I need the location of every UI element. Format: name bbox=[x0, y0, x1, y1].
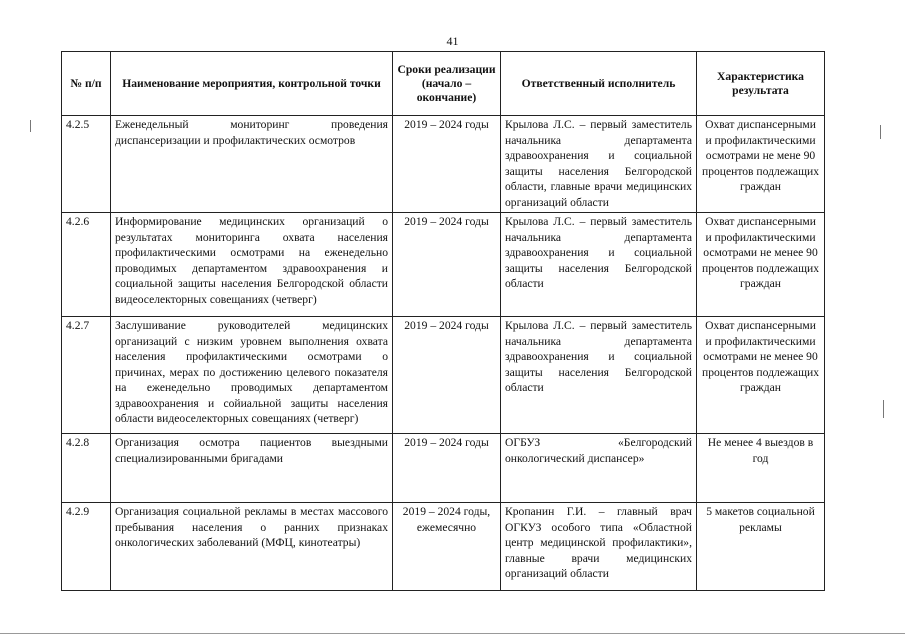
scan-mark bbox=[883, 400, 884, 418]
cell-num: 4.2.6 bbox=[62, 213, 111, 317]
scan-mark bbox=[30, 120, 31, 132]
cell-result: 5 макетов социальной рекламы bbox=[697, 503, 825, 591]
cell-result: Не менее 4 выездов в год bbox=[697, 434, 825, 503]
header-executor: Ответственный исполнитель bbox=[501, 52, 697, 116]
table-row bbox=[62, 116, 825, 213]
table-row bbox=[62, 434, 825, 503]
cell-result: Охват диспансерными и профилактическими осмотрами не мене 90 процентов подлежащих граждан bbox=[697, 116, 825, 213]
cell-executor: Кропанин Г.И. – главный врач ОГКУЗ особого типа «Областной центр медицинской профилактики», главные врачи медицинских организаций области bbox=[501, 503, 697, 591]
cell-term: 2019 – 2024 годы, ежемесячно bbox=[393, 503, 501, 591]
cell-num: 4.2.7 bbox=[62, 317, 111, 434]
header-result: Характеристика результата bbox=[697, 52, 825, 116]
cell-executor: Крылова Л.С. – первый заместитель начальника департамента здравоохранения и социальной защиты населения Белгородской области, главные врачи медицинских организаций области bbox=[501, 116, 697, 213]
cell-executor: Крылова Л.С. – первый заместитель начальника департамента здравоохранения и социальной защиты населения Белгородской области bbox=[501, 213, 697, 317]
header-term: Сроки реализации (начало – окончание) bbox=[393, 52, 501, 116]
cell-result: Охват диспансерными и профилактическими осмотрами не менее 90 процентов подлежащих граждан bbox=[697, 213, 825, 317]
cell-result: Охват диспансерными и профилактическими осмотрами не менее 90 процентов подлежащих граждан bbox=[697, 317, 825, 434]
scan-mark bbox=[880, 125, 881, 139]
table-row bbox=[62, 503, 825, 591]
page-number: 41 bbox=[446, 34, 459, 48]
cell-executor: ОГБУЗ «Белгородский онкологический диспансер» bbox=[501, 434, 697, 503]
cell-term: 2019 – 2024 годы bbox=[393, 434, 501, 503]
cell-term: 2019 – 2024 годы bbox=[393, 317, 501, 434]
cell-num: 4.2.8 bbox=[62, 434, 111, 503]
header-num: № п/п bbox=[62, 52, 111, 116]
cell-executor: Крылова Л.С. – первый заместитель начальника департамента здравоохранения и социальной защиты населения Белгородской области bbox=[501, 317, 697, 434]
cell-name: Заслушивание руководителей медицинских организаций с низким уровнем выполнения охвата населения профилактическими осмотрами о причинах, мерах по достижению целевого показателя на еженедельно проводимых департаментом здравоохранения и сойиальной защиты населения области видеоселекторных совещаниях (четверг) bbox=[111, 317, 393, 434]
table-row bbox=[62, 213, 825, 317]
cell-term: 2019 – 2024 годы bbox=[393, 213, 501, 317]
scan-edge-line bbox=[0, 633, 905, 634]
cell-name: Информирование медицинских организаций о результатах мониторинга охвата населения профилактическими осмотрами на еженедельно проводимых департаментом здравоохранения и социальной защиты населения Белгородской области видеоселекторных совещаниях (четверг) bbox=[111, 213, 393, 317]
cell-num: 4.2.9 bbox=[62, 503, 111, 591]
cell-term: 2019 – 2024 годы bbox=[393, 116, 501, 213]
header-name: Наименование мероприятия, контрольной точки bbox=[111, 52, 393, 116]
cell-name: Организация осмотра пациентов выездными специализированными бригадами bbox=[111, 434, 393, 503]
cell-name: Организация социальной рекламы в местах массового пребывания населения о ранних признаках онкологических заболеваний (МФЦ, кинотеатры) bbox=[111, 503, 393, 591]
table-header-row bbox=[62, 52, 825, 116]
events-table bbox=[61, 51, 825, 591]
cell-name: Еженедельный мониторинг проведения диспансеризации и профилактических осмотров bbox=[111, 116, 393, 213]
table-row bbox=[62, 317, 825, 434]
cell-num: 4.2.5 bbox=[62, 116, 111, 213]
